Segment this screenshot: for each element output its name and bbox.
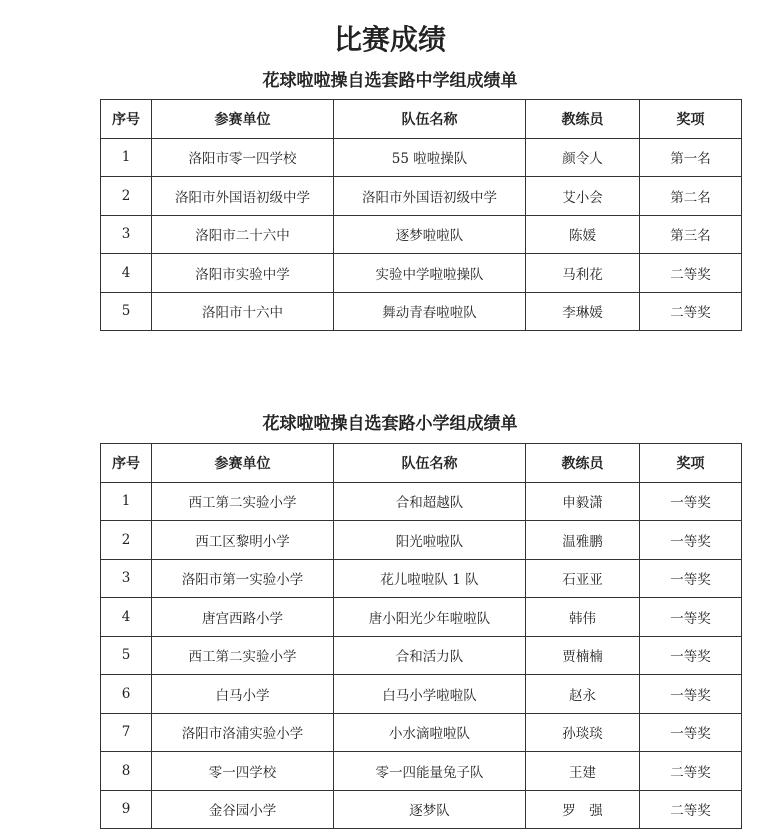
header-coach: 教练员 bbox=[526, 444, 640, 483]
table-row bbox=[101, 752, 742, 791]
cell-coach: 贾楠楠 bbox=[526, 636, 640, 675]
cell-coach: 孙琰琰 bbox=[526, 713, 640, 752]
cell-unit: 零一四学校 bbox=[152, 752, 334, 791]
cell-team: 唐小阳光少年啦啦队 bbox=[334, 598, 526, 637]
cell-team: 合和超越队 bbox=[334, 482, 526, 521]
cell-award: 一等奖 bbox=[640, 482, 742, 521]
cell-team: 实验中学啦啦操队 bbox=[334, 254, 526, 293]
table-row bbox=[101, 636, 742, 675]
cell-unit: 唐宫西路小学 bbox=[152, 598, 334, 637]
header-award: 奖项 bbox=[640, 444, 742, 483]
cell-index: 4 bbox=[101, 598, 152, 637]
cell-award: 一等奖 bbox=[640, 636, 742, 675]
cell-index: 7 bbox=[101, 713, 152, 752]
table-header-row bbox=[101, 444, 742, 483]
table-header-row bbox=[101, 100, 742, 139]
cell-award: 二等奖 bbox=[640, 254, 742, 293]
cell-team: 白马小学啦啦队 bbox=[334, 675, 526, 714]
cell-index: 3 bbox=[101, 215, 152, 254]
cell-coach: 马利花 bbox=[526, 254, 640, 293]
table-row bbox=[101, 482, 742, 521]
cell-team: 小水滴啦啦队 bbox=[334, 713, 526, 752]
cell-unit: 洛阳市第一实验小学 bbox=[152, 559, 334, 598]
table-row bbox=[101, 292, 742, 331]
cell-index: 8 bbox=[101, 752, 152, 791]
cell-team: 逐梦啦啦队 bbox=[334, 215, 526, 254]
cell-award: 第三名 bbox=[640, 215, 742, 254]
header-team: 队伍名称 bbox=[334, 444, 526, 483]
cell-coach: 颜令人 bbox=[526, 138, 640, 177]
cell-index: 2 bbox=[101, 177, 152, 216]
cell-unit: 西工第二实验小学 bbox=[152, 482, 334, 521]
cell-coach: 罗 强 bbox=[526, 790, 640, 829]
primary-school-caption: 花球啦啦操自选套路小学组成绩单 bbox=[262, 414, 518, 434]
cell-award: 二等奖 bbox=[640, 292, 742, 331]
cell-team: 55 啦啦操队 bbox=[334, 138, 526, 177]
header-unit: 参赛单位 bbox=[152, 444, 334, 483]
table-row bbox=[101, 138, 742, 177]
cell-unit: 洛阳市实验中学 bbox=[152, 254, 334, 293]
cell-team: 花儿啦啦队 1 队 bbox=[334, 559, 526, 598]
cell-unit: 洛阳市外国语初级中学 bbox=[152, 177, 334, 216]
table-row bbox=[101, 215, 742, 254]
page-title: 比赛成绩 bbox=[333, 23, 446, 56]
header-team: 队伍名称 bbox=[334, 100, 526, 139]
table-row bbox=[101, 559, 742, 598]
header-index: 序号 bbox=[101, 444, 152, 483]
table-row bbox=[101, 790, 742, 829]
cell-award: 一等奖 bbox=[640, 521, 742, 560]
cell-unit: 白马小学 bbox=[152, 675, 334, 714]
cell-index: 3 bbox=[101, 559, 152, 598]
cell-coach: 韩伟 bbox=[526, 598, 640, 637]
cell-team: 合和活力队 bbox=[334, 636, 526, 675]
cell-coach: 石亚亚 bbox=[526, 559, 640, 598]
cell-unit: 洛阳市十六中 bbox=[152, 292, 334, 331]
cell-award: 二等奖 bbox=[640, 752, 742, 791]
cell-award: 第一名 bbox=[640, 138, 742, 177]
cell-team: 舞动青春啦啦队 bbox=[334, 292, 526, 331]
cell-coach: 陈媛 bbox=[526, 215, 640, 254]
primary-school-results-table bbox=[100, 443, 742, 829]
cell-coach: 赵永 bbox=[526, 675, 640, 714]
header-unit: 参赛单位 bbox=[152, 100, 334, 139]
cell-index: 9 bbox=[101, 790, 152, 829]
middle-school-caption: 花球啦啦操自选套路中学组成绩单 bbox=[262, 71, 518, 91]
cell-coach: 温雅鹏 bbox=[526, 521, 640, 560]
cell-unit: 西工区黎明小学 bbox=[152, 521, 334, 560]
table-row bbox=[101, 254, 742, 293]
cell-coach: 申毅潇 bbox=[526, 482, 640, 521]
header-coach: 教练员 bbox=[526, 100, 640, 139]
cell-index: 1 bbox=[101, 482, 152, 521]
cell-unit: 洛阳市洛浦实验小学 bbox=[152, 713, 334, 752]
cell-award: 一等奖 bbox=[640, 559, 742, 598]
cell-unit: 金谷园小学 bbox=[152, 790, 334, 829]
table-row bbox=[101, 675, 742, 714]
header-award: 奖项 bbox=[640, 100, 742, 139]
cell-team: 阳光啦啦队 bbox=[334, 521, 526, 560]
cell-unit: 洛阳市二十六中 bbox=[152, 215, 334, 254]
cell-team: 洛阳市外国语初级中学 bbox=[334, 177, 526, 216]
cell-unit: 洛阳市零一四学校 bbox=[152, 138, 334, 177]
cell-index: 6 bbox=[101, 675, 152, 714]
cell-coach: 李琳媛 bbox=[526, 292, 640, 331]
cell-award: 第二名 bbox=[640, 177, 742, 216]
cell-index: 5 bbox=[101, 292, 152, 331]
cell-coach: 王建 bbox=[526, 752, 640, 791]
cell-award: 一等奖 bbox=[640, 675, 742, 714]
middle-school-results-table bbox=[100, 99, 742, 331]
cell-award: 一等奖 bbox=[640, 713, 742, 752]
table-row bbox=[101, 177, 742, 216]
cell-index: 2 bbox=[101, 521, 152, 560]
table-row bbox=[101, 598, 742, 637]
cell-unit: 西工第二实验小学 bbox=[152, 636, 334, 675]
cell-coach: 艾小会 bbox=[526, 177, 640, 216]
table-row bbox=[101, 521, 742, 560]
table-row bbox=[101, 713, 742, 752]
cell-team: 零一四能量兔子队 bbox=[334, 752, 526, 791]
cell-team: 逐梦队 bbox=[334, 790, 526, 829]
cell-award: 二等奖 bbox=[640, 790, 742, 829]
cell-index: 4 bbox=[101, 254, 152, 293]
cell-award: 一等奖 bbox=[640, 598, 742, 637]
cell-index: 5 bbox=[101, 636, 152, 675]
cell-index: 1 bbox=[101, 138, 152, 177]
header-index: 序号 bbox=[101, 100, 152, 139]
